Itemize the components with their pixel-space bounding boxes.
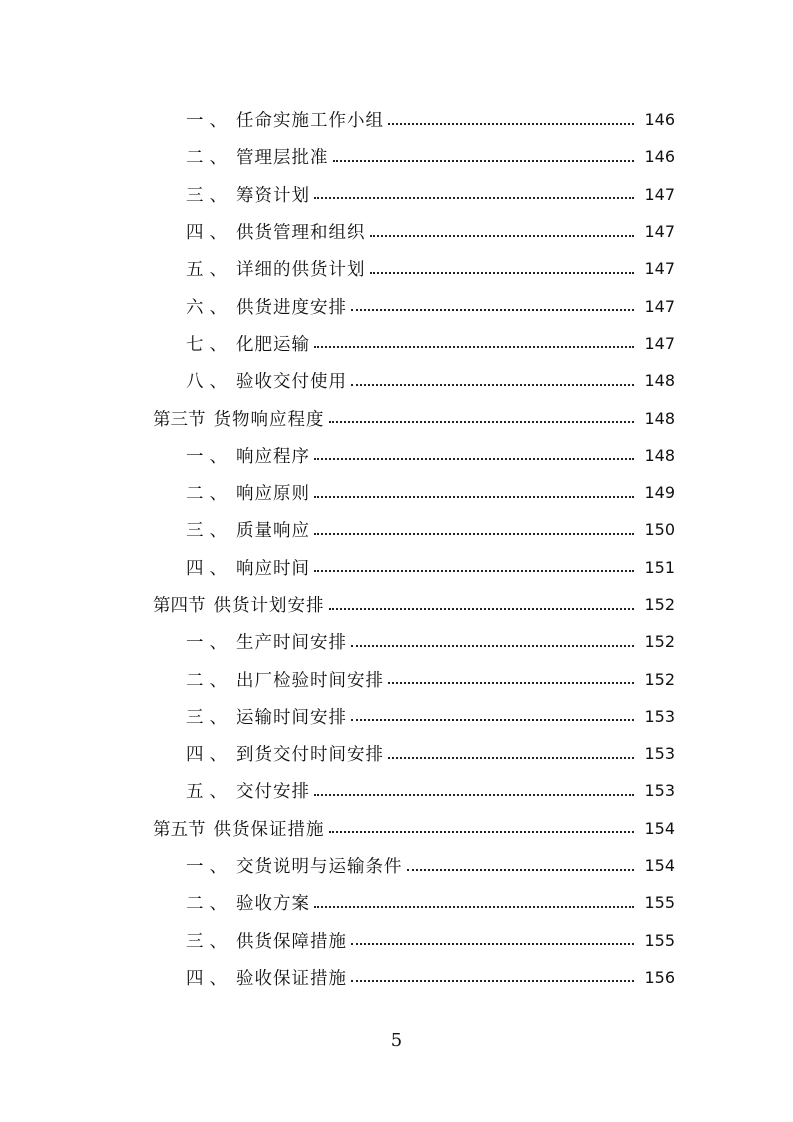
toc-entry-page: 147: [644, 184, 675, 204]
toc-entry-title: 交付安排: [236, 782, 310, 803]
toc-entry-title: 筹资计划: [236, 185, 310, 206]
toc-entry-number: 第五节: [153, 819, 206, 840]
toc-entry-page: 153: [644, 706, 675, 726]
toc-entry-page: 147: [644, 333, 675, 353]
toc-entry-page: 153: [644, 744, 675, 764]
toc-entry-page: 151: [644, 557, 675, 577]
toc-entry-title: 详细的供货计划: [236, 260, 366, 281]
toc-entry-title: 管理层批准: [236, 148, 329, 169]
toc-entry-page: 147: [644, 259, 675, 279]
toc-entry-title: 供货保证措施: [213, 819, 325, 840]
dot-leader: [329, 421, 635, 423]
toc-entry[interactable]: [0, 660, 793, 697]
toc-entry-title: 任命实施工作小组: [236, 111, 384, 132]
toc-entry-number: 三、: [186, 707, 233, 728]
toc-entry-page: 146: [644, 110, 675, 130]
table-of-contents: [0, 101, 793, 996]
toc-entry[interactable]: [0, 101, 793, 138]
dot-leader: [351, 384, 634, 386]
dot-leader: [329, 831, 635, 833]
toc-entry-title: 供货计划安排: [213, 596, 325, 616]
dot-leader: [329, 608, 635, 610]
dot-leader: [370, 272, 635, 274]
toc-entry-number: 四、: [186, 745, 233, 766]
dot-leader: [388, 682, 634, 684]
dot-leader: [314, 794, 634, 796]
toc-entry-number: 四、: [186, 968, 233, 989]
dot-leader: [314, 346, 634, 348]
toc-entry-title: 响应程序: [236, 446, 310, 467]
toc-entry-page: 154: [644, 856, 675, 876]
toc-entry-number: 第三节: [153, 409, 206, 430]
toc-entry[interactable]: [0, 623, 793, 660]
toc-entry-title: 供货管理和组织: [236, 223, 366, 244]
toc-entry-title: 验收交付使用: [236, 372, 347, 393]
toc-entry-number: 四、: [186, 223, 233, 244]
toc-entry-number: 五、: [186, 782, 233, 803]
dot-leader: [351, 943, 634, 945]
dot-leader: [314, 458, 634, 460]
toc-entry-number: 二、: [186, 148, 233, 169]
toc-section-entry[interactable]: [0, 399, 793, 436]
toc-entry-title: 验收方案: [236, 894, 310, 915]
page-number: 5: [390, 1030, 403, 1051]
toc-entry-title: 验收保证措施: [236, 968, 347, 989]
toc-entry-page: 153: [644, 781, 675, 801]
toc-entry-number: 七、: [186, 334, 233, 355]
dot-leader: [314, 496, 634, 498]
toc-entry-title: 供货保障措施: [236, 931, 347, 952]
toc-entry-title: 响应原则: [236, 484, 310, 505]
toc-entry-title: 运输时间安排: [236, 707, 347, 728]
toc-entry-number: 三、: [186, 931, 233, 952]
toc-entry[interactable]: [0, 325, 793, 362]
toc-entry-number: 一、: [186, 446, 233, 467]
toc-entry-title: 质量响应: [236, 521, 310, 542]
toc-entry-number: 八、: [186, 372, 233, 393]
toc-entry-page: 149: [644, 483, 675, 503]
dot-leader: [314, 906, 634, 908]
toc-entry-number: 四、: [186, 558, 233, 579]
toc-entry-page: 146: [644, 147, 675, 167]
toc-entry-title: 供货进度安排: [236, 297, 347, 318]
toc-section-entry[interactable]: [0, 810, 793, 847]
dot-leader: [388, 123, 634, 125]
toc-section-entry[interactable]: [0, 586, 793, 623]
dot-leader: [407, 869, 635, 871]
toc-entry[interactable]: [0, 959, 793, 996]
toc-entry-page: 148: [644, 371, 675, 391]
toc-entry-number: 一、: [186, 633, 233, 654]
toc-entry-page: 152: [644, 669, 675, 689]
toc-entry-number: 第四节: [153, 596, 206, 616]
dot-leader: [370, 235, 635, 237]
toc-entry-page: 155: [644, 893, 675, 913]
toc-entry-page: 156: [644, 967, 675, 987]
toc-entry[interactable]: [0, 213, 793, 250]
toc-entry-page: 150: [644, 520, 675, 540]
toc-entry-title: 化肥运输: [236, 334, 310, 355]
toc-entry[interactable]: [0, 250, 793, 287]
toc-entry[interactable]: [0, 772, 793, 809]
toc-entry-number: 二、: [186, 894, 233, 915]
toc-entry[interactable]: [0, 698, 793, 735]
toc-entry-title: 交货说明与运输条件: [236, 857, 403, 878]
dot-leader: [351, 645, 634, 647]
toc-entry-page: 147: [644, 296, 675, 316]
toc-entry[interactable]: [0, 176, 793, 213]
toc-entry[interactable]: [0, 474, 793, 511]
dot-leader: [333, 160, 635, 162]
toc-entry[interactable]: [0, 735, 793, 772]
toc-entry-title: 响应时间: [236, 558, 310, 579]
toc-entry-title: 生产时间安排: [236, 633, 347, 654]
toc-entry-page: 147: [644, 222, 675, 242]
toc-entry-number: 二、: [186, 484, 233, 505]
toc-entry[interactable]: [0, 437, 793, 474]
dot-leader: [314, 533, 634, 535]
toc-entry-title: 到货交付时间安排: [236, 745, 384, 766]
dot-leader: [351, 309, 634, 311]
toc-entry[interactable]: [0, 138, 793, 175]
toc-entry[interactable]: [0, 847, 793, 884]
dot-leader: [314, 197, 634, 199]
toc-entry[interactable]: [0, 922, 793, 959]
toc-entry-page: 152: [644, 595, 675, 614]
toc-entry-number: 三、: [186, 185, 233, 206]
toc-entry-number: 一、: [186, 111, 233, 132]
dot-leader: [351, 980, 634, 982]
toc-entry[interactable]: [0, 884, 793, 921]
toc-entry-number: 六、: [186, 297, 233, 318]
toc-entry[interactable]: [0, 549, 793, 586]
toc-entry-title: 出厂检验时间安排: [236, 670, 384, 691]
toc-entry-page: 148: [644, 408, 675, 428]
toc-entry-number: 五、: [186, 260, 233, 281]
toc-entry-page: 154: [644, 818, 675, 838]
toc-entry-page: 152: [644, 632, 675, 652]
toc-entry[interactable]: [0, 511, 793, 548]
toc-entry-page: 155: [644, 930, 675, 950]
dot-leader: [388, 757, 634, 759]
toc-entry-number: 一、: [186, 857, 233, 878]
toc-entry-number: 三、: [186, 521, 233, 542]
toc-entry-page: 148: [644, 445, 675, 465]
toc-entry-number: 二、: [186, 670, 233, 691]
toc-entry[interactable]: [0, 362, 793, 399]
toc-entry-title: 货物响应程度: [213, 409, 325, 430]
dot-leader: [351, 719, 634, 721]
toc-entry[interactable]: [0, 287, 793, 324]
dot-leader: [314, 570, 634, 572]
